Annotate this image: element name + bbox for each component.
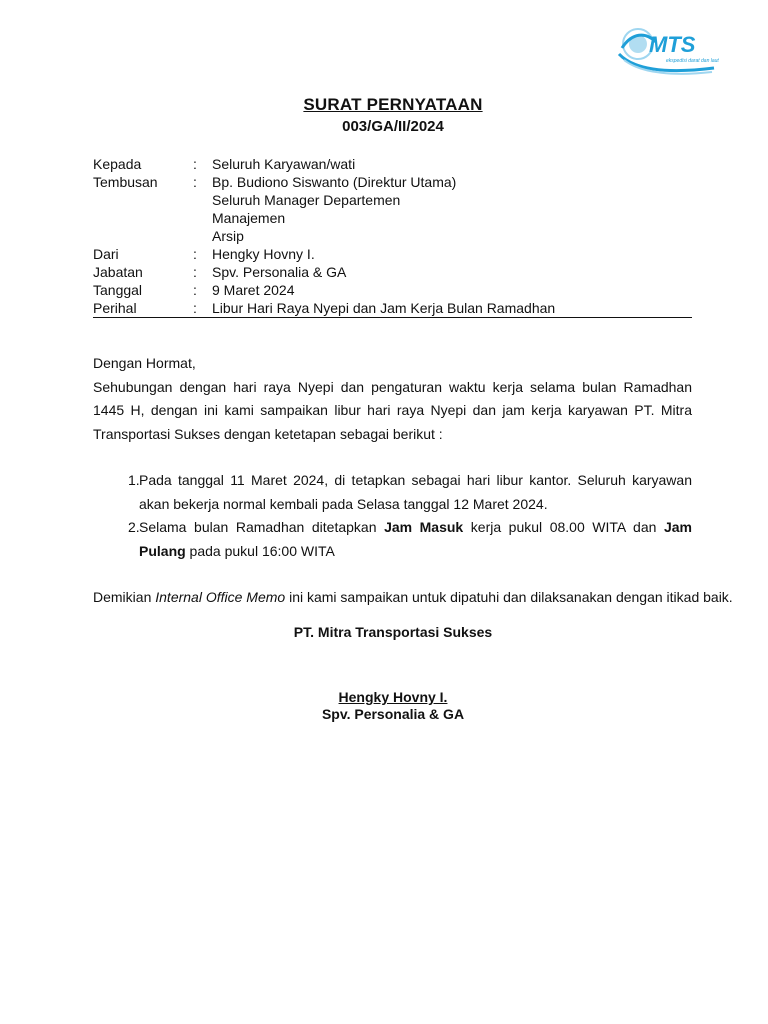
field-label <box>93 191 193 209</box>
company-name: PT. Mitra Transportasi Sukses <box>293 624 493 640</box>
list-number: 1. <box>128 472 140 488</box>
field-label: Dari <box>93 246 119 262</box>
list-text-part: Selama bulan Ramadhan ditetapkan <box>139 519 385 535</box>
field-colon <box>193 227 212 245</box>
field-value: Libur Hari Raya Nyepi dan Jam Kerja Bulan Ramadhan <box>212 300 556 316</box>
intro-paragraph: Sehubungan dengan hari raya Nyepi dan pengaturan waktu kerja selama bulan Ramadhan 1445 H, dengan ini kami sampaikan libur hari raya Nyepi dan jam kerja karyawan PT. Mitra Transportasi Sukses dengan ketetapan sebagai berikut : <box>93 378 692 442</box>
list-text <box>139 516 692 563</box>
signer-position: Spv. Personalia & GA <box>321 706 465 722</box>
field-value: Seluruh Manager Departemen <box>212 192 401 208</box>
logo-text: MTS <box>649 32 696 57</box>
field-value: Arsip <box>212 228 244 244</box>
field-label <box>93 227 193 245</box>
globe-wave-logo-icon <box>616 20 720 78</box>
field-row <box>93 209 692 227</box>
field-value: Hengky Hovny I. <box>212 246 315 262</box>
field-row <box>93 245 692 263</box>
title-block <box>0 94 768 137</box>
field-value: 9 Maret 2024 <box>212 282 295 298</box>
field-colon: : <box>193 300 197 316</box>
jam-masuk-label: Jam Masuk <box>384 519 464 535</box>
decision-list <box>93 469 692 563</box>
signer-name: Hengky Hovny I. <box>338 689 448 705</box>
field-row <box>93 227 692 245</box>
field-row <box>93 191 692 209</box>
document-title: SURAT PERNYATAAN <box>303 95 483 114</box>
field-row <box>93 299 692 317</box>
jam-pulang-label: Jam Pulang <box>139 519 692 559</box>
field-colon: : <box>193 246 197 262</box>
field-colon: : <box>193 174 197 190</box>
closing-paragraph <box>93 586 733 609</box>
field-label <box>93 209 193 227</box>
field-label: Tanggal <box>93 282 143 298</box>
list-text-part: kerja pukul 08.00 WITA dan <box>463 519 664 535</box>
field-row <box>93 263 692 281</box>
field-label: Tembusan <box>93 174 158 190</box>
list-item <box>93 469 692 516</box>
letter-body <box>93 352 692 446</box>
memo-name: Internal Office Memo <box>155 589 286 605</box>
field-label: Perihal <box>93 300 137 316</box>
field-colon <box>193 209 212 227</box>
field-colon <box>193 191 212 209</box>
list-text-part: pada pukul 16:00 WITA <box>185 542 335 559</box>
field-row <box>93 155 692 173</box>
field-label: Kepada <box>93 156 142 172</box>
field-colon: : <box>193 156 197 172</box>
closing-text: ini kami sampaikan untuk dipatuhi dan dilaksanakan dengan itikad baik. <box>285 589 733 605</box>
field-row <box>93 281 692 299</box>
list-item <box>93 516 692 563</box>
document-number: 003/GA/II/2024 <box>342 118 444 135</box>
field-value: Spv. Personalia & GA <box>212 264 347 280</box>
field-value: Bp. Budiono Siswanto (Direktur Utama) <box>212 174 457 190</box>
list-text: Pada tanggal 11 Maret 2024, di tetapkan sebagai hari libur kantor. Seluruh karyawan akan bekerja normal kembali pada Selasa tanggal 12 Maret 2024. <box>139 472 692 512</box>
field-value: Manajemen <box>212 210 286 226</box>
header-fields <box>93 155 692 318</box>
field-label: Jabatan <box>93 264 143 280</box>
field-colon: : <box>193 282 197 298</box>
field-value: Seluruh Karyawan/wati <box>212 156 356 172</box>
greeting: Dengan Hormat, <box>93 355 196 371</box>
company-logo <box>616 20 720 78</box>
closing-text: Demikian <box>93 589 156 605</box>
field-row <box>93 173 692 191</box>
field-colon: : <box>193 264 197 280</box>
logo-tagline: ekspedisi darat dan laut <box>666 58 719 64</box>
signature-block <box>0 689 768 723</box>
list-number: 2. <box>128 519 140 535</box>
